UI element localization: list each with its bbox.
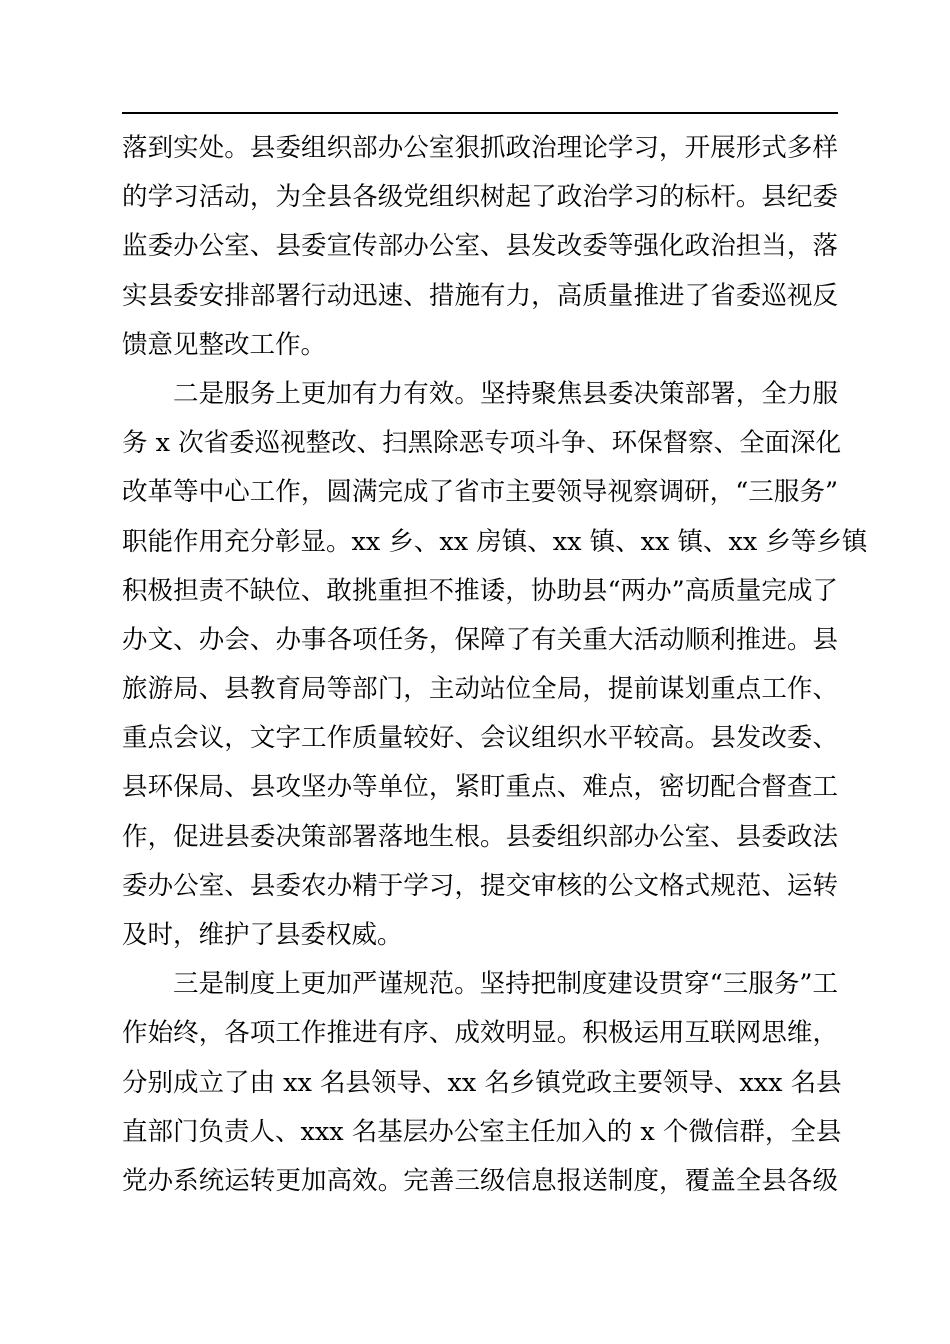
text-line: 积极担责不缺位、敢挑重担不推诿，协助县“两办”高质量完成了 bbox=[122, 575, 838, 606]
text-line: 旅游局、县教育局等部门，主动站位全局，提前谋划重点工作、 bbox=[122, 674, 838, 705]
text-line: 县环保局、县攻坚办等单位，紧盯重点、难点，密切配合督查工 bbox=[122, 772, 838, 803]
text-line: 党办系统运转更加高效。完善三级信息报送制度，覆盖全县各级 bbox=[122, 1165, 838, 1196]
text-line: 实县委安排部署行动迅速、措施有力，高质量推进了省委巡视反 bbox=[122, 280, 838, 311]
text-line: 直部门负责人、xxx 名基层办公室主任加入的 x 个微信群，全县 bbox=[122, 1116, 842, 1147]
text-line: 务 x 次省委巡视整改、扫黑除恶专项斗争、环保督察、全面深化 bbox=[122, 428, 842, 459]
paragraph-2-first-line: 二是服务上更加有力有效。坚持聚焦县委决策部署，全力服 bbox=[173, 378, 838, 409]
paragraph-3-first-line: 三是制度上更加严谨规范。坚持把制度建设贯穿“三服务”工 bbox=[173, 969, 838, 1000]
header-rule bbox=[122, 112, 838, 114]
text-line: 办文、办会、办事各项任务，保障了有关重大活动顺利推进。县 bbox=[122, 624, 838, 655]
document-body bbox=[122, 124, 868, 1206]
text-line: 作始终，各项工作推进有序、成效明显。积极运用互联网思维， bbox=[122, 1018, 838, 1049]
text-line: 监委办公室、县委宣传部办公室、县发改委等强化政治担当，落 bbox=[122, 231, 838, 262]
text-line: 及时，维护了县委权威。 bbox=[122, 920, 403, 950]
text-line: 委办公室、县委农办精于学习，提交审核的公文格式规范、运转 bbox=[122, 870, 838, 901]
text-line: 的学习活动，为全县各级党组织树起了政治学习的标杆。县纪委 bbox=[122, 182, 838, 213]
text-line: 职能作用充分彰显。xx 乡、xx 房镇、xx 镇、xx 镇、xx 乡等乡镇 bbox=[122, 526, 868, 557]
text-line: 落到实处。县委组织部办公室狠抓政治理论学习，开展形式多样 bbox=[122, 133, 838, 163]
text-line: 分别成立了由 xx 名县领导、xx 名乡镇党政主要领导、xxx 名县 bbox=[122, 1067, 842, 1098]
text-line: 作，促进县委决策部署落地生根。县委组织部办公室、县委政法 bbox=[122, 821, 838, 852]
text-line: 改革等中心工作，圆满完成了省市主要领导视察调研，“三服务” bbox=[122, 477, 838, 508]
text-line: 馈意见整改工作。 bbox=[122, 329, 327, 360]
text-line: 重点会议，文字工作质量较好、会议组织水平较高。县发改委、 bbox=[122, 723, 838, 754]
